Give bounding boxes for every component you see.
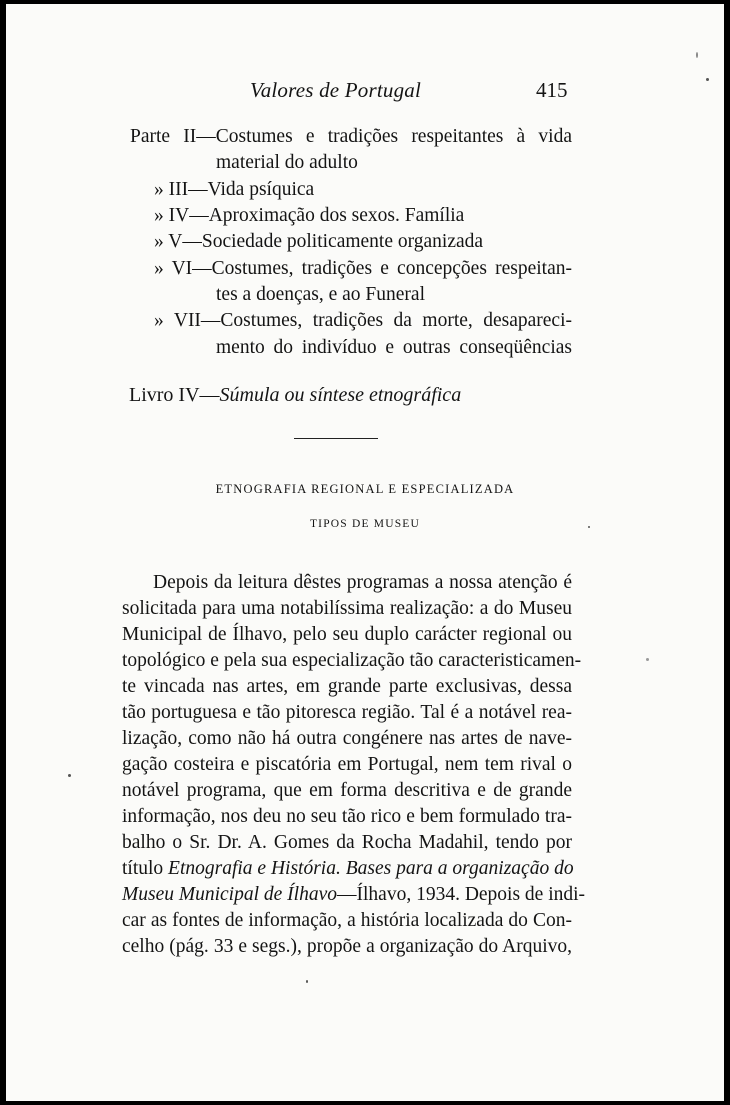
scan-speck [646, 658, 649, 661]
section-divider [294, 438, 378, 439]
body-line: tão portuguesa e tão pitoresca região. Tal é a notável rea- [122, 702, 572, 723]
body-line [122, 856, 572, 882]
outline-line-part-4: » IV—Aproximação dos sexos. Família [154, 205, 465, 226]
body-line: car as fontes de informação, a história localizada do Con- [122, 910, 572, 931]
scan-speck [306, 980, 308, 983]
body-line: topológico e pela sua especialização tão caracteristicamen- [122, 650, 582, 671]
body-line: lização, como não há outra congénere nas artes de nave- [122, 728, 572, 749]
document-page [6, 4, 724, 1101]
book-title: Súmula ou síntese etnográfica [219, 384, 462, 406]
page-number: 415 [536, 78, 568, 102]
section-heading: ETNOGRAFIA REGIONAL E ESPECIALIZADA [215, 482, 515, 496]
outline-line-part-6-cont: tes a doenças, e ao Funeral [216, 284, 425, 305]
body-line: Municipal de Ílhavo, pelo seu duplo carácter regional ou [122, 624, 572, 645]
body-line: informação, nos deu no seu tão rico e bem formulado tra- [122, 806, 572, 827]
body-line: gação costeira e piscatória em Portugal, nem tem rival o [122, 754, 572, 775]
running-title: Valores de Portugal [250, 78, 422, 102]
outline-line-part-7-cont: mento do indivíduo e outras conseqüências [216, 337, 572, 358]
scan-speck [706, 78, 709, 81]
body-text-run: título [122, 858, 169, 879]
body-text-run: —Ílhavo, 1934. Depois de indi- [337, 884, 586, 905]
section-subheading: TIPOS DE MUSEU [309, 518, 421, 530]
body-line: celho (pág. 33 e segs.), propõe a organização do Arquivo, [122, 936, 572, 957]
body-line: balho o Sr. Dr. A. Gomes da Rocha Madahil, tendo por [122, 832, 572, 853]
outline-line-part-2-cont: material do adulto [216, 152, 358, 173]
body-line: solicitada para uma notabilíssima realização: a do Museu [122, 598, 572, 619]
outline-line-part-7: » VII—Costumes, tradições da morte, desapareci- [154, 310, 572, 331]
scan-speck [696, 52, 698, 58]
running-head [6, 78, 724, 106]
body-line: Depois da leitura dêstes programas a nossa atenção é [153, 572, 572, 593]
book-label: Livro IV— [129, 384, 220, 406]
body-line: te vincada nas artes, em grande parte exclusivas, dessa [122, 676, 572, 697]
outline-line-part-2: Parte II—Costumes e tradições respeitantes à vida [130, 126, 572, 147]
cited-work-title: Etnografia e História. Bases para a organização do [168, 858, 574, 879]
outline-line-part-5: » V—Sociedade politicamente organizada [154, 231, 484, 252]
scan-speck [588, 526, 590, 528]
scan-speck [68, 774, 71, 777]
book-four-line [129, 384, 461, 407]
body-line [122, 882, 586, 908]
outline-line-part-3: » III—Vida psíquica [154, 179, 315, 200]
outline-line-part-6: » VI—Costumes, tradições e concepções respeitan- [154, 258, 572, 279]
cited-work-title-cont: Museu Municipal de Ílhavo [122, 884, 337, 905]
body-line: notável programa, que em forma descritiva e de grande [122, 780, 572, 801]
